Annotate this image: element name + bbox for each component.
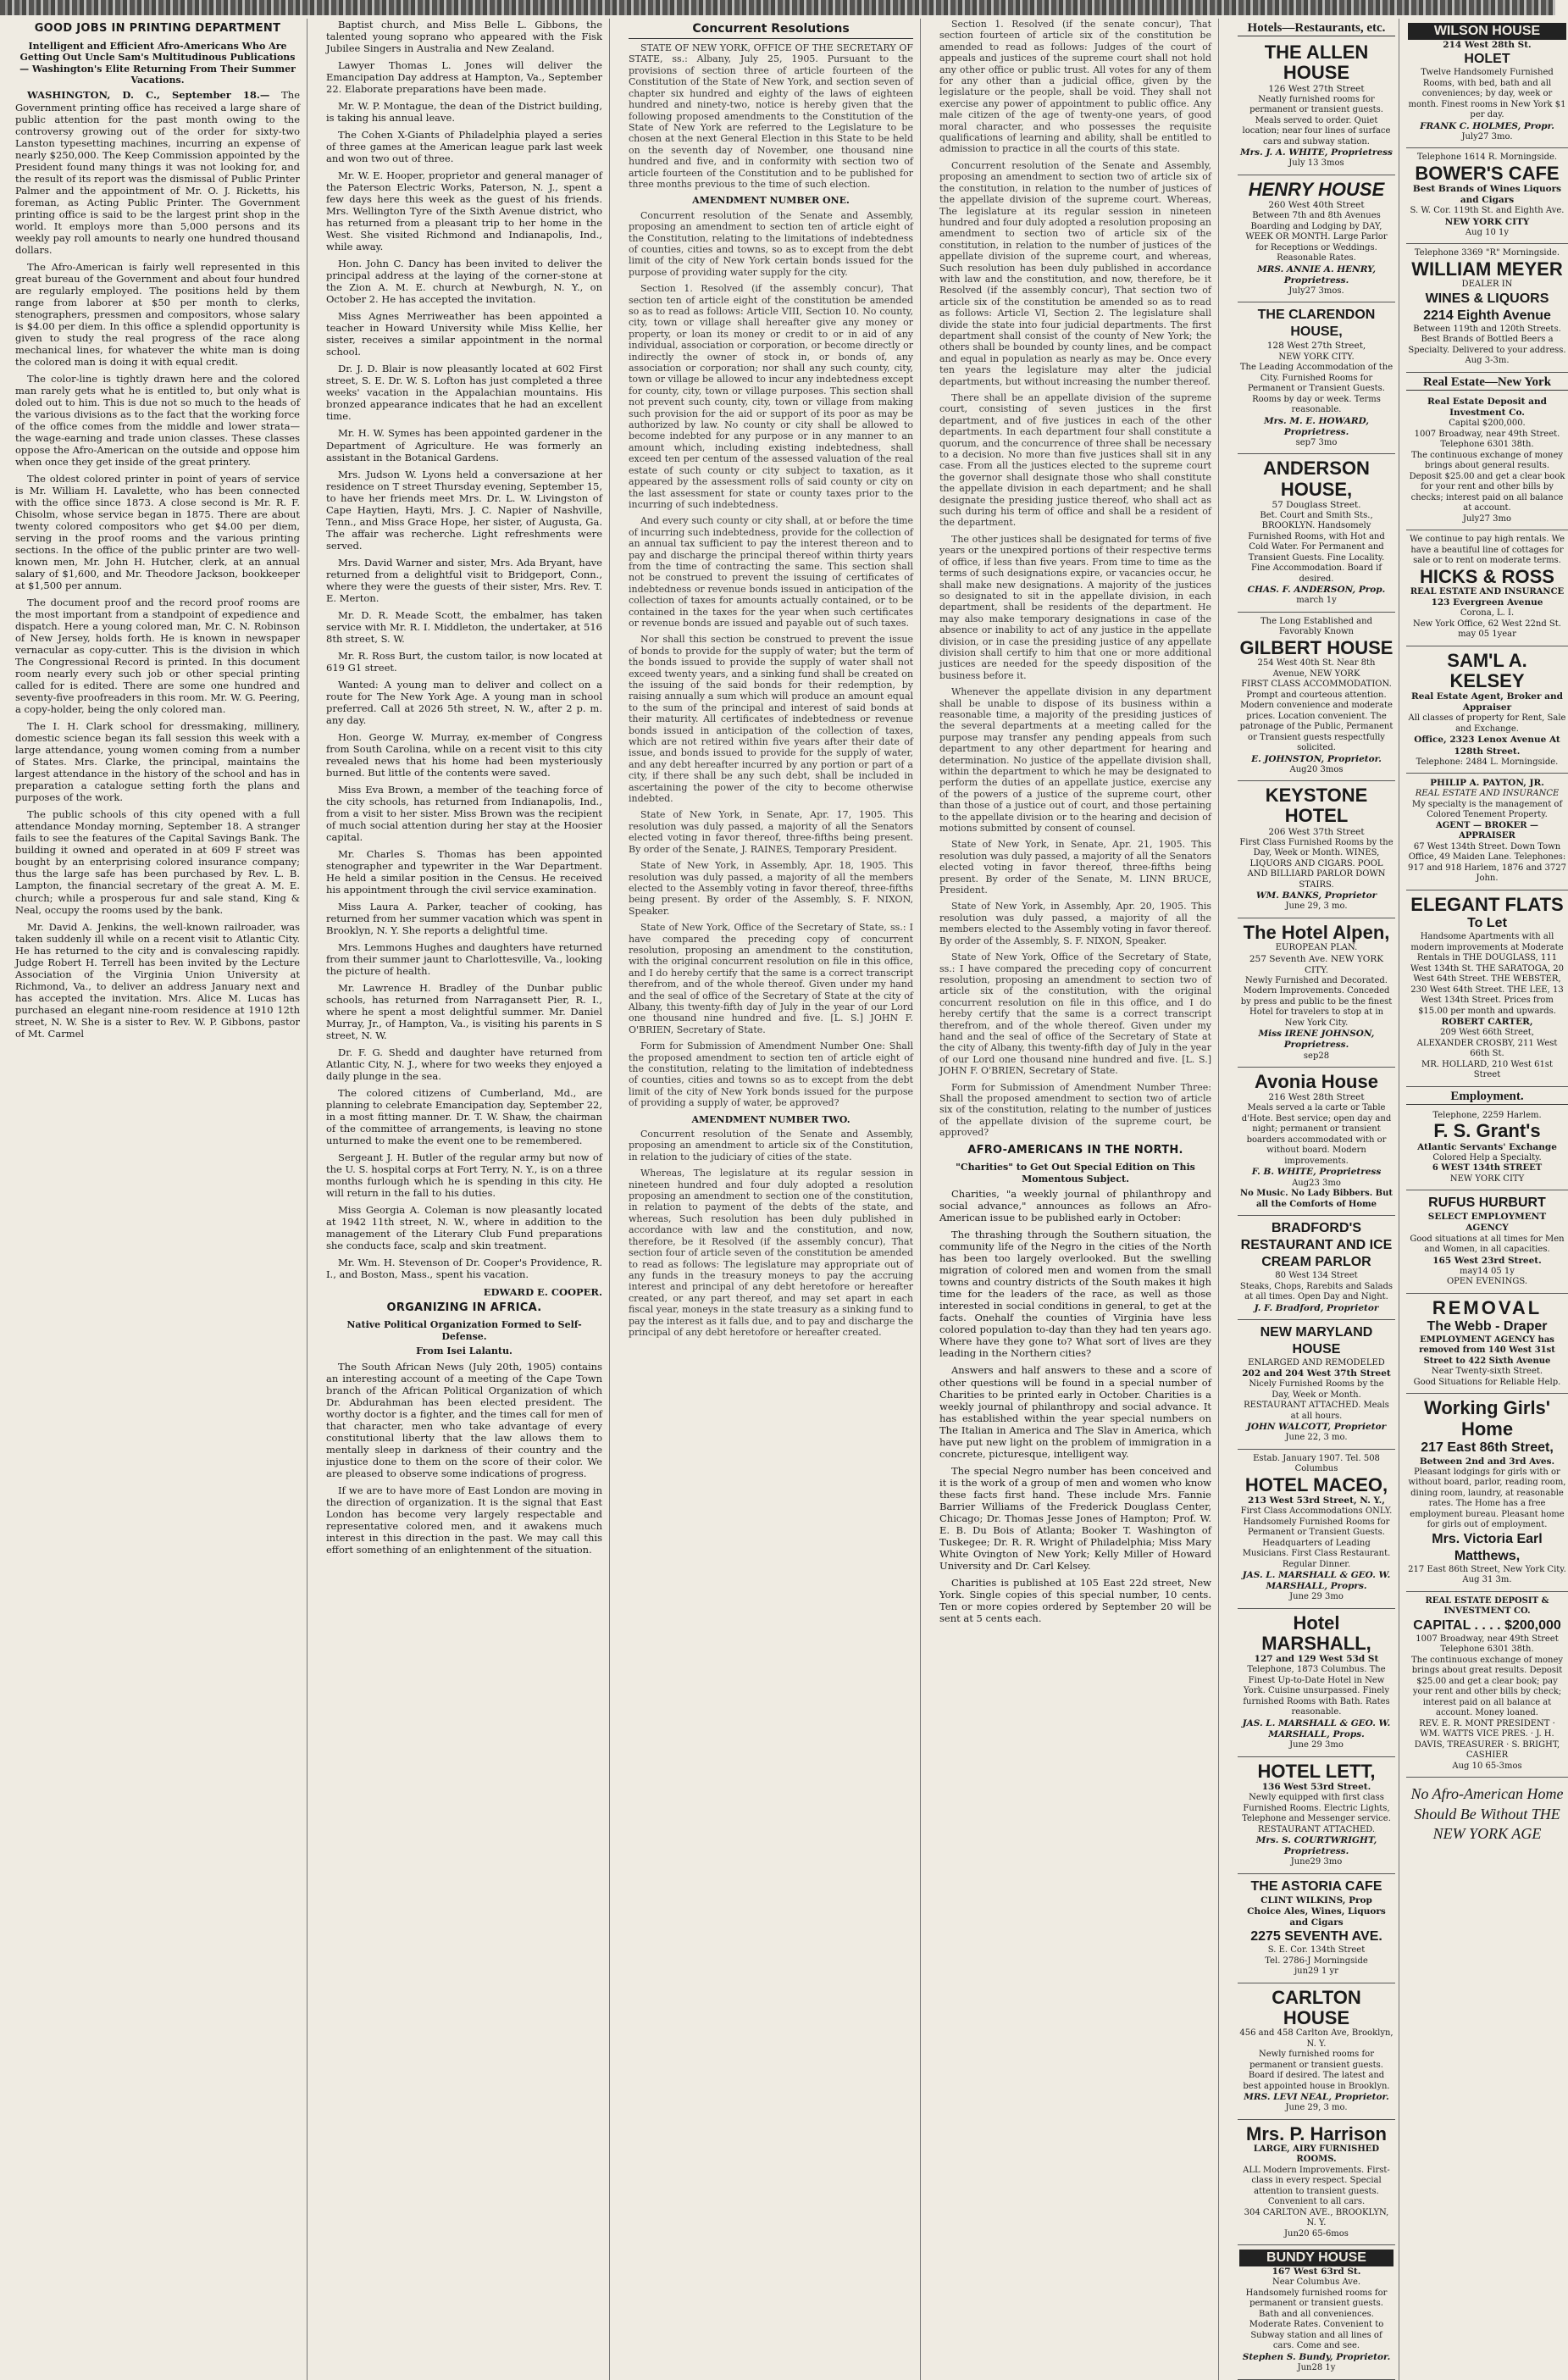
section-head-hotels: Hotels—Restaurants, etc.: [1238, 20, 1395, 36]
ad-subtitle: Atlantic Servants' Exchange: [1417, 1141, 1557, 1152]
ad-description: Neatly furnished rooms for permanent or transient guests. Meals served to order. Quiet location; near four lines of surface cars and subway station.: [1242, 94, 1391, 147]
ad-name: GILBERT HOUSE: [1239, 636, 1393, 658]
ad-corner: S. E. Cor. 134th Street: [1267, 1945, 1366, 1956]
ad-grants-exchange: [1406, 1107, 1568, 1190]
article-paragraph: Mr. Wm. H. Stevenson of Dr. Cooper's Providence, R. I., and Boston, Mass., spent his vacation.: [326, 1257, 602, 1281]
ad-date: Aug 3-3m.: [1465, 356, 1510, 365]
ad-agent-2: MR. HOLLARD, 210 West 61st Street: [1421, 1059, 1553, 1080]
ad-proprietor: Mrs. Victoria Earl Matthews,: [1432, 1531, 1543, 1563]
ad-hotel-maceo: [1238, 1450, 1395, 1609]
ad-subtitle: To Let: [1467, 916, 1507, 931]
article-paragraph: Miss Laura A. Parker, teacher of cooking, has returned from her summer vacation which was spent in Brooklyn, N. Y. She reports a delightful time.: [326, 901, 602, 937]
ad-clarendon-house: [1238, 302, 1395, 454]
article-paragraph: The special Negro number has been conceived and it is the work of a group of men and women who know these facts first hand. These include Mrs. Fannie Barrier Williams of the Frederick Douglass Center, Chicago; Dr. Thomas Jesse Jones of Hampton; Prof. W. E. B. Du Bois of Atlanta; Booker T. Washington of Tuskegee; Dr. R. R. Wright of Philadelphia; Miss Mary White Ovington of New York; Kelly Miller of Howard University and Dr. Carl Kelsey.: [939, 1464, 1211, 1572]
article-paragraph: Mrs. David Warner and sister, Mrs. Ada Bryant, have returned from a delightful visit to Bridgeport, Conn., where they were the guests of their sister, Mrs. Rev. T. E. Merton.: [326, 556, 602, 604]
article-paragraph: Sergeant J. H. Butler of the regular army but now of the U. S. hospital corps at Fort Terry, N. Y., is on a three months furlough which he is spending in this city. He will return in the fall to his duties.: [326, 1151, 602, 1200]
ad-bradfords-restaurant: [1238, 1216, 1395, 1320]
ad-name: CAPITAL . . . . $200,000: [1413, 1617, 1561, 1633]
ad-intro: We continue to pay high rentals. We have a beautiful line of cottages for sale or to rent on moderate terms.: [1409, 535, 1565, 566]
ad-proprietor: WM. BANKS, Proprietor: [1255, 890, 1377, 902]
ad-proprietor: CLINT WILKINS, Prop: [1260, 1895, 1372, 1906]
ad-telephone: Telephone 6301 38th.: [1440, 440, 1534, 450]
ad-address: 202 and 204 West 37th Street: [1242, 1368, 1391, 1379]
article-paragraph: Wanted: A young man to deliver and collect on a route for The New York Age. A young man in school preferred. Call at 2026 5th street, N. W., after 2 p. m. any day.: [326, 678, 602, 726]
ad-description: Handsomely furnished rooms for permanent or transient guests. Bath and all conveniences. Moderate Rates. Convenient to Subway station and all lines of cars. Come and see.: [1245, 2288, 1388, 2351]
ad-address: 216 West 28th Street: [1268, 1092, 1365, 1103]
ad-proprietor: CHAS. F. ANDERSON, Prop.: [1247, 585, 1386, 596]
ad-date: June 22, 3 mo.: [1285, 1433, 1348, 1443]
ad-telephone: Tel. 2786-J Morningside: [1265, 1956, 1368, 1966]
ad-date: June 29, 3 mo.: [1285, 2103, 1348, 2113]
ad-address: 2275 SEVENTH AVE.: [1250, 1929, 1382, 1944]
ad-name: BOWER'S CAFE: [1415, 162, 1560, 184]
ad-subtitle: The Webb - Draper: [1427, 1318, 1548, 1334]
ad-anderson-house: [1238, 454, 1395, 613]
ad-extra: OPEN EVENINGS.: [1446, 1277, 1528, 1287]
legal-paragraph: Concurrent resolution of the Senate and Assembly, proposing an amendment to section ten of article eight of the Constitution, relating to the limitations of indebtedness of counties, cities and towns, so as to except from the debt limit of the city of New York certain bonds issued for the purpose of providing water supply for the city.: [629, 209, 913, 278]
ad-name: BRADFORD'S RESTAURANT AND ICE CREAM PARLOR: [1240, 1221, 1393, 1270]
headline-afro-americans-north: AFRO-AMERICANS IN THE NORTH.: [967, 1143, 1183, 1157]
ad-description: ALL Modern Improvements. First-class in every respect. Special attention to transient guests. Convenient to all cars.: [1243, 2165, 1390, 2207]
ad-bowers-cafe: [1406, 148, 1568, 244]
legal-paragraph: State of New York, in Assembly, Apr. 20, 1905. This resolution was duly passed, a majority of all the members elected to the Assembly voting in favor thereof. By order of the Assembly, S. F. NIXON, Speaker.: [939, 901, 1211, 946]
ad-description: Good situations at all times for Men and Women, in all capacities.: [1410, 1234, 1565, 1255]
ad-subtitle: ENLARGED AND REMODELED: [1248, 1357, 1385, 1368]
ad-date: sep28: [1303, 1051, 1330, 1061]
ad-name: WILSON HOUSE: [1408, 23, 1566, 40]
ad-subtitle: Real Estate Agent, Broker and Appraiser: [1411, 691, 1563, 713]
article-paragraph: Mr. W. E. Hooper, proprietor and general manager of the Paterson Electric Works, Paterson, N. J., spent a few days here this week as the guest of his friends. Mrs. Wellington Tyre of the Sixth Avenue district, who has returned from a pleasant trip to her home in the West. She visited Richmond and Indianapolis, Ind., while away.: [326, 169, 602, 253]
ad-address: 6 WEST 134th STREET: [1432, 1163, 1543, 1173]
ad-address: 127 and 129 West 53d St: [1254, 1654, 1379, 1665]
article-signature: EDWARD E. COOPER.: [483, 1285, 602, 1298]
legal-paragraph: State of New York, Office of the Secretary of State, ss.: I have compared the preceding copy of concurrent resolution, proposing an amendment to the constitution, with the original concurrent resolution on file in this office, and I do hereby certify that the same is a correct transcript therefrom, and of the whole thereof. Given under my hand and the seal of office of the Secretary of State at the city of Albany, this twenty-fifth day of July in the year of our Lord one thousand nine hundred and five. [L. S.] JOHN F. O'BRIEN, Secretary of State.: [629, 922, 913, 1035]
ad-henry-house: [1238, 175, 1395, 303]
ad-hicks-ross: [1406, 530, 1568, 646]
article-paragraph: Mr. W. P. Montague, the dean of the District building, is taking his annual leave.: [326, 100, 602, 125]
ad-description: First Class Accommodations ONLY. Handsomely Furnished Rooms for Permanent or Transient Guests. Headquarters of Leading Musicians. First Class Restaurant. Regular Dinner.: [1240, 1506, 1393, 1569]
ad-address: 214 West 28th St.: [1443, 40, 1532, 50]
legal-paragraph: State of New York, in Assembly, Apr. 18, 1905. This resolution was duly passed, a majority of all the members elected to the Assembly voting in favor thereof, three-fifths being present. By order of the Assembly, S. F. NIXON, Speaker.: [629, 860, 913, 917]
ad-description: The continuous exchange of money brings about general results. Deposit $25.00 and get a clear book for your rent and other bills by checks; interest paid on all balance at account.: [1409, 450, 1565, 513]
legal-paragraph: There shall be an appellate division of the supreme court, consisting of seven justices in the first department, and of five justices in each of the other departments. In each department four shall constitute a quorum, and the concurrence of three shall be necessary to a decision. No more than five justices shall sit in any case. From all the justices elected to the supreme court the governor shall designate those who shall constitute the appellate division in each department; and he shall designate the presiding justice thereof, who shall act as such during his term of office and shall be a resident of the department.: [939, 392, 1211, 529]
ad-name: ANDERSON HOUSE,: [1263, 458, 1370, 500]
ad-proprietor: JAS. L. MARSHALL & GEO. W. MARSHALL, Props.: [1242, 1717, 1391, 1740]
article-paragraph: Dr. J. D. Blair is now pleasantly located at 602 First street, S. E. Dr. W. S. Lofton has just completed a three weeks' vacation in the Appalachian mountains. His bronzed appearance indicates that he had an excellent time.: [326, 363, 602, 423]
ad-date: Aug23 3mo: [1292, 1178, 1341, 1188]
ad-proprietor: MRS. LEVI NEAL, Proprietor.: [1244, 2092, 1389, 2103]
article-paragraph: Lawyer Thomas L. Jones will deliver the Emancipation Day address at Hampton, Va., September 22. Elaborate preparations have been made.: [326, 59, 602, 96]
ad-date: June 29 3mo: [1289, 1592, 1344, 1602]
ad-extra: Good Situations for Reliable Help.: [1413, 1377, 1561, 1387]
ad-hotel-alpen: [1238, 918, 1395, 1068]
ad-avonia-house: [1238, 1068, 1395, 1216]
ad-address: 128 West 27th Street,: [1266, 341, 1366, 352]
ad-date: July 13 3mos: [1288, 158, 1344, 169]
article-paragraph: Charities is published at 105 East 22d street, New York. Single copies of this special number, 10 cents. Ten or more copies ordered by September 20 will be sent at 5 cents each.: [939, 1576, 1211, 1624]
ad-telephone: Telephone, 2259 Harlem.: [1432, 1110, 1542, 1120]
ad-address: 2214 Eighth Avenue: [1423, 308, 1551, 323]
article-paragraph: Mr. David A. Jenkins, the well-known railroader, was taken suddenly ill while on a recent visit to Atlantic City. He has returned to the city and is convalescing rapidly. Judge Robert H. Terrell has been invited by the Lecture Association of the Virginia Union University at Richmond, Va., to deliver an address January next and has accepted the invitation. Mrs. Alice M. Lucas has purchased an elegant nine-room residence at 1910 12th street, N. W. She is a sister to Rev. W. P. Gibbons, pastor of Mt. Carmel: [15, 920, 300, 1040]
ad-description: Best Brands of Wines Liquors and Cigars: [1412, 183, 1562, 206]
ad-date: June29 3mo: [1290, 1857, 1343, 1867]
ad-elegant-flats: [1406, 890, 1568, 1087]
legal-paragraph: Concurrent resolution of the Senate and Assembly, proposing an amendment to article six of the Constitution, in relation to the judiciary of cities of the state.: [629, 1129, 913, 1162]
ad-telephone: Telephone 3369 "R" Morningside.: [1414, 248, 1560, 258]
ad-description: My specialty is the management of Colored Tenement Property.: [1411, 799, 1563, 820]
ad-address: 123 Evergreen Avenue: [1431, 597, 1543, 608]
ad-subtitle: REAL ESTATE AND INSURANCE: [1410, 586, 1565, 596]
ad-date: Jun20 65-6mos: [1284, 2228, 1349, 2239]
column-3: [629, 19, 921, 2380]
ad-description: FIRST CLASS ACCOMMODATION. Prompt and courteous attention. Modern convenience and moderate prices. Location convenient. The patronage of the Public, Permanent or Transient guests respectfully solicited.: [1239, 680, 1393, 753]
ad-telephone: Telephone 1614 R. Morningside.: [1416, 153, 1558, 163]
column-2: [326, 19, 610, 2380]
ad-name: Avonia House: [1255, 1071, 1378, 1093]
ad-proprietor: Miss IRENE JOHNSON, Proprietress.: [1258, 1029, 1375, 1051]
ad-name: THE ASTORIA CAFE: [1250, 1878, 1382, 1894]
ad-address: 260 West 40th Street: [1268, 200, 1365, 211]
ad-capital: Capital $200,000.: [1449, 419, 1526, 429]
ad-address: 209 West 66th Street,: [1439, 1028, 1535, 1038]
article-paragraph: Dr. F. G. Shedd and daughter have returned from Atlantic City, N. J., where for two weeks they enjoyed a daily plunge in the sea.: [326, 1046, 602, 1083]
ad-near: Near Twenty-sixth Street.: [1431, 1367, 1543, 1377]
ad-subtitle: REAL ESTATE AND INSURANCE: [1415, 789, 1560, 799]
article-paragraph: Mrs. Lemmons Hughes and daughters have returned from their summer jaunt to Charlottesville, Va., looking the picture of health.: [326, 941, 602, 978]
headline-concurrent-resolutions: Concurrent Resolutions: [629, 22, 913, 39]
ad-date: July27 3mo.: [1461, 131, 1513, 141]
column-1: [15, 19, 308, 2380]
ad-description: Telephone, 1873 Columbus. The Finest Up-to-Date Hotel in New York. Cuisine unsurpassed. Finely furnished Rooms with Bath. Rates reasonable.: [1243, 1665, 1390, 1717]
ad-allen-house: [1238, 38, 1395, 175]
ad-proprietor: JOHN WALCOTT, Proprietor: [1246, 1422, 1387, 1433]
ad-description: Handsome Apartments with all modern improvements at Moderate Rentals in THE DOUGLASS, 111 West 134th St. THE SARATOGA, 20 West 64th Street. THE WEBSTER, 230 West 64th Street. THE LEE, 13 West 134th Street. Prices from $15.00 per month and upwards.: [1410, 932, 1564, 1016]
legal-paragraph: Form for Submission of Amendment Number Three: Shall the proposed amendment to section two of article six of the constitution, relating to the number of justices of the appellate division of the supreme court, be approved?: [939, 1081, 1211, 1139]
ad-proprietor: JAS. L. MARSHALL & GEO. W. MARSHALL, Proprs.: [1242, 1570, 1391, 1592]
article-paragraph: Miss Eva Brown, a member of the teaching force of the city schools, has returned from Indianapolis, Ind., from a visit to her sister. Miss Brown was the recipient of much social attention during her stay at the Hoosier capital.: [326, 783, 602, 843]
ad-address: 206 West 37th Street: [1268, 826, 1365, 837]
article-paragraph: Mr. H. W. Symes has been appointed gardener in the Department of Agriculture. He was formerly an assistant in the Botanical Gardens.: [326, 427, 602, 463]
ad-date: Jun28 1y: [1297, 2363, 1336, 2373]
ad-heading: REAL ESTATE DEPOSIT & INVESTMENT CO.: [1425, 1595, 1549, 1617]
article-paragraph: Mr. Charles S. Thomas has been appointed stenographer and typewriter in the War Department. He held a similar position in the Census. He received his appointment through the civil service examination.: [326, 847, 602, 896]
subhead-organizing-africa: Native Political Organization Formed to Self-Defense.: [346, 1319, 582, 1342]
ad-address: 1007 Broadway, near 49th Street: [1416, 1634, 1559, 1644]
ad-name: ELEGANT FLATS: [1410, 893, 1564, 915]
ad-address: 254 West 40th St. Near 8th Avenue, NEW YORK: [1257, 658, 1376, 679]
legal-paragraph: Concurrent resolution of the Senate and Assembly, proposing an amendment to section two of article six of the constitution, in relation to the number of justices of the appellate division of the supreme court. Whereas, The legislature at its regular session in nineteen hundred and four duly adopted a resolution proposing an amendment to section two of article six of the constitution, in relation to the number of justices of the appellate division of the supreme court, and whereas, Such resolution has been duly published in accordance with law and the constitution, and now, therefore, be it Resolved (if the assembly concur), That section two of article six of the constitution be amended so as to read as follows: Article VI, Section 2. The legislature shall divide the state into four judicial departments. The first department shall consist of the county of New York; the others shall be bounded by county lines, and be compact and equal in population as nearly as may be. Once every ten years the legislature may alter the judicial departments, but without increasing the number thereof.: [939, 159, 1211, 387]
article-paragraph: The oldest colored printer in point of years of service is Mr. William H. Lavalette, who has been connected with the office since 1873. A close second is Mr. R. F. Chisolm, whose service began in 1875. There are about twenty colored compositors who get $4.00 per diem, serving in the proof rooms and the various printing sections. In the office of the public printer are two well-known men, Mr. John H. Hutcher, clerk, at an annual salary of $1,600, and Mr. Theodore Jackson, bookkeeper at $1,500 per annum.: [15, 472, 300, 592]
headline-organizing-africa: ORGANIZING IN AFRICA.: [386, 1301, 542, 1314]
legal-paragraph: The other justices shall be designated for terms of five years or the unexpired portions of their respective terms of office, if less than five years. From time to time as the terms of such designations expire, or vacancies occur, he shall make new designations. A majority of the justices so designated to sit in the appellate division, in each department, shall be residents of the department. He may also make temporary designations in case of the absence or inability to act of any justice in the appellate division, or in case the presiding justice of any appellate division shall certify to him that one or more additional justices are needed for the speedy disposition of the business before it.: [939, 533, 1211, 681]
ad-description: First Class Furnished Rooms by the Day, Week or Month. WINES, LIQUORS AND CIGARS. POOL AND BILLIARD PARLOR DOWN STAIRS.: [1239, 837, 1393, 890]
subhead-printing-department: Intelligent and Efficient Afro-Americans Who Are Getting Out Uncle Sam's Multitudinous Publications — Washington's Elite Returning From Their Summer Vacations.: [19, 40, 296, 86]
ad-date: may 05 1year: [1458, 630, 1516, 640]
legal-paragraph: State of New York, Office of the Secretary of State, ss.: I have compared the preceding copy of concurrent resolution, proposing an amendment to section two of article six of the constitution, with the original concurrent resolution on file in this office, and I do hereby certify that the same is a correct transcript therefrom, and of the whole thereof. Given under my hand and the seal of office of the Secretary of State at the city of Albany, this twenty-fifth day of July in the year of our Lord one thousand nine hundred and five. [L. S.] JOHN F. O'BRIEN, Secretary of State.: [939, 951, 1211, 1077]
ad-name: Mrs. P. Harrison: [1246, 2122, 1387, 2144]
ad-telephone: Telephone 6301 38th.: [1440, 1645, 1534, 1655]
ad-proprietor: Mrs. J. A. WHITE, Proprietress: [1240, 147, 1393, 158]
legal-paragraph: State of New York, in Senate, Apr. 21, 1905. This resolution was duly passed, a majority of all the Senators elected voting in favor thereof, three-fifths being present. By order of the Senate, M. LINN BRUCE, President.: [939, 839, 1211, 896]
ad-description: The Leading Accommodation of the City. Furnished Rooms for Permanent or Transient Guests. Rooms by day or week. Terms reasonable.: [1239, 363, 1393, 415]
legal-paragraph: Whenever the appellate division in any department shall be unable to dispose of its business within a reasonable time, a majority of the presiding justices of the several departments at a meeting called for the purpose may transfer any pending appeals from such department to any other department for hearing and determination. No justice of the appellate division shall, within the department to which he may be designated to perform the duties of an appellate justice, exercise any of the powers of a justice of the supreme court, other than those of a justice out of court, and those pertaining to the appellate division or to the hearing and decision of motions submitted by consent of counsel.: [939, 686, 1211, 835]
ad-dealer: DEALER IN: [1461, 280, 1513, 289]
ad-bundy-house: [1238, 2245, 1395, 2379]
section-head-employment: Employment.: [1406, 1089, 1568, 1105]
article-paragraph: Hon. John C. Dancy has been invited to deliver the principal address at the laying of the corner-stone at the Zion A. M. E. church at Newburgh, N. Y., on October 2. He has accepted the invitation.: [326, 258, 602, 306]
article-paragraph: The document proof and the record proof rooms are the most important from a standpoint of expedience and dispatch. Here a young colored man, Mr. C. N. Robinson of New Jersey, holds forth. He is known in newspaper vernacular as copy-cutter. This is the division in which The Congressional Record is printed. In this document room nearly every such job or other special printing called for is edited. There are some one hundred and seventy-five proofreaders in this room. Mr. W. G. Peering, a copy-holder, being the only colored man.: [15, 596, 300, 716]
ad-address: 165 West 23rd Street.: [1432, 1255, 1542, 1266]
ad-description: Best Brands of Bottled Beers a Specialty. Delivered to your address.: [1408, 335, 1566, 355]
article-paragraph: If we are to have more of East London are moving in the direction of organization. It is the signal that East London has become very largely respectable and representative colored men, and it awakens much interest in this direction in the past. We may call this effort something of an enlightenment of the situation.: [326, 1484, 602, 1556]
ad-gilbert-house: [1238, 613, 1395, 781]
amendment-heading: AMENDMENT NUMBER ONE.: [692, 195, 850, 207]
ad-city: NEW YORK CITY: [1444, 216, 1530, 227]
article-paragraph: Hon. George W. Murray, ex-member of Congress from South Carolina, while on a recent visit to this city revealed news that his home had been mysteriously burned. But little of the contents were saved.: [326, 730, 602, 779]
article-paragraph: Answers and half answers to these and a score of other questions will be found in a special number of Charities to be printed early in October. Charities is a weekly journal of philanthropy and social advance. It has established within the year special numbers on The Italian in America and The Slav in America, which have put new light on the problem of immigration in a concrete, picturesque, intelligent way.: [939, 1364, 1211, 1460]
ad-agent: AGENT — BROKER — APPRAISER: [1435, 820, 1539, 841]
ad-name: HICKS & ROSS: [1420, 565, 1554, 587]
ad-description: Newly furnished rooms for permanent or transient guests. Board if desired. The latest and best appointed house in Brooklyn.: [1243, 2050, 1390, 2091]
ad-capital-deposit: [1406, 1592, 1568, 1778]
ad-address: 136 West 53rd Street.: [1261, 1781, 1371, 1792]
ad-intro: The Long Established and Favorably Known: [1260, 616, 1372, 637]
ad-description: Boarding and Lodging by DAY, WEEK OR MONTH. Large Parlor for Receptions or Weddings. Reasonable Rates.: [1245, 221, 1388, 264]
ad-new-york-age-footer: No Afro-American Home Should Be Without THE NEW YORK AGE: [1410, 1785, 1564, 1843]
ad-name: REMOVAL: [1432, 1296, 1543, 1318]
ad-subtitle: SELECT EMPLOYMENT AGENCY: [1427, 1212, 1547, 1234]
ad-carlton-house: [1238, 1983, 1395, 2120]
ad-tagline: No Music. No Lady Bibbers. But all the Comforts of Home: [1240, 1189, 1393, 1209]
ad-address-2: Near Columbus Ave.: [1272, 2277, 1361, 2288]
article-paragraph: Baptist church, and Miss Belle L. Gibbons, the talented young soprano who appeared with the Fisk Jubilee Singers in Australia and New Zealand.: [326, 19, 602, 55]
article-paragraph: Mr. D. R. Meade Scott, the embalmer, has taken service with Mr. R. I. Middleton, the undertaker, at 516 8th street, S. W.: [326, 608, 602, 645]
ad-name: Real Estate Deposit and Investment Co.: [1427, 396, 1547, 418]
ad-date: sep7 3mo: [1295, 437, 1338, 447]
legal-paragraph: State of New York, in Senate, Apr. 17, 1905. This resolution was duly passed, a majority of all the Senators elected voting in favor thereof, three-fifths being present. By order of the Senate, J. RAINES, Temporary President.: [629, 809, 913, 855]
ad-description: Newly Furnished and Decorated. Modern Improvements. Conceded by press and public to be the finest Hotel for travelers to stop at in New York City.: [1240, 975, 1393, 1028]
ad-description: Newly equipped with first class Furnished Rooms. Electric Lights, Telephone and Messenger service. RESTAURANT ATTACHED.: [1242, 1793, 1391, 1834]
ad-officers: REV. E. R. MONT PRESIDENT · WM. WATTS VICE PRES. · J. H. DAVIS, TREASURER · S. BRIGHT, CASHIER: [1414, 1718, 1560, 1761]
ad-name: KEYSTONE HOTEL: [1265, 785, 1368, 827]
ad-hotel-marshall: [1238, 1609, 1395, 1757]
ad-date: Aug 31 3m.: [1462, 1575, 1512, 1585]
article-paragraph: WASHINGTON, D. C., September 18.— The Government printing office has received a large share of public attention for the past month owing to the controversy growing out of the order for sixty-two Lanston typesetting machines, incurring an expense of nearly $250,000. The Keep Commission appointed by the President found many things it was not looking for, and the result of its report was the dismissal of Public Printer Palmer and the appointment of Mr. O. J. Ricketts, his foreman, as Acting Public Printer. The Government printing office is said to be the largest print shop in the world. It employs more than 5,000 persons and its weekly pay roll amounts to nearly one hundred thousand dollars.: [15, 89, 301, 256]
ad-rufus-hurburt: [1406, 1190, 1568, 1293]
ad-astoria-cafe: [1238, 1874, 1395, 1983]
article-paragraph: The South African News (July 20th, 1905) contains an interesting account of a meeting of the Cape Town branch of the African Political Organization of which Dr. Abdurahman has been elected president. The worthy doctor is a fighter, and the times call for men of that character, men who take advantage of every constitutional liberty that the law allows them to mentally sleep in darkness of their country and the injustice done to them on the score of their color. We are pleased to observe some indications of progress.: [326, 1360, 602, 1479]
legal-paragraph: STATE OF NEW YORK, OFFICE OF THE SECRETARY OF STATE, ss.: Albany, July 25, 1905. Pursuant to the provisions of section three of article fourteen of the Constitution of the State of New York, and section seven of chapter six hundred and eighty of the laws of eighteen hundred and ninety-two, notice is hereby given that the following proposed amendments to the Constitution of the State of New York are referred to the Legislature to be chosen at the next General Election in this State to be held on the seventh day of November, one thousand nine hundred and five, and in conformity with section two of article fourteen of the Constitution and to be published for three months previous to the time of such election.: [629, 42, 913, 190]
ad-address: 167 West 63rd St.: [1272, 2266, 1361, 2277]
ad-address: 213 West 53rd Street, N. Y.,: [1248, 1495, 1385, 1506]
ad-date: Aug20 3mos: [1289, 764, 1344, 774]
ad-proprietor: J. F. Bradford, Proprietor: [1254, 1302, 1379, 1313]
ads-columns: [1238, 19, 1568, 2380]
ad-name: Working Girls' Home: [1423, 1397, 1551, 1440]
ad-description: EMPLOYMENT AGENCY has removed from 140 West 31st Street to 422 Sixth Avenue: [1419, 1334, 1555, 1366]
ad-description: Meals served a la carte or Table d'Hote. Best service; open day and night; permanent or transient boarders accommodated with or without board. Modern improvements.: [1241, 1103, 1392, 1166]
ad-date: may14 05 1y: [1460, 1266, 1515, 1276]
ad-keystone-hotel: [1238, 781, 1395, 918]
ad-description: Nicely Furnished Rooms by the Day, Week or Month. RESTAURANT ATTACHED. Meals at all hours.: [1244, 1379, 1389, 1421]
ad-name: THE ALLEN HOUSE: [1264, 42, 1369, 84]
ad-name: RUFUS HURBURT: [1428, 1196, 1546, 1211]
article-paragraph: Mr. R. Ross Burt, the custom tailor, is now located at 619 G1 street.: [326, 649, 602, 674]
article-paragraph: The I. H. Clark school for dressmaking, millinery, domestic science began its fall session this week with a large attendance, young women coming from a number of States. Mrs. Clarke, the principal, maintains the largest attendance in the history of the school and has in preparation a catalogue setting forth the plans and purposes of the work.: [15, 720, 300, 804]
ad-between: Between 2nd and 3rd Aves.: [1419, 1456, 1555, 1467]
ads-real-estate-employment: [1406, 19, 1568, 2380]
ad-proprietor: Mrs. M. E. HOWARD, Proprietress.: [1263, 415, 1370, 437]
ad-between: Between 119th and 120th Streets.: [1413, 324, 1561, 334]
ad-description: Twelve Handsomely Furnished Rooms, with bed, bath and all conveniences; by day, week or month. Finest rooms in New York $1 per day.: [1408, 68, 1566, 120]
article-paragraph: The Afro-American is fairly well represented in this great bureau of the Government and about four hundred are regularly employed. The positions held by them range from laborer at $50 per month to clerks, stenographers, pressmen and compositors, whose salary is $4.00 per diem. In this office a splendid opportunity is given to study the real progress of the race along mechanical lines, for whatever the white man is doing the colored man is doing it with equal credit.: [15, 260, 300, 368]
ad-description: Choice Ales, Wines, Liquors and Cigars: [1247, 1906, 1386, 1928]
ad-city: NEW YORK CITY.: [1278, 352, 1355, 362]
ad-address: 257 Seventh Ave. NEW YORK CITY.: [1249, 953, 1384, 975]
ad-name: SAM'L A. KELSEY: [1447, 649, 1527, 692]
ad-proprietor: F. B. WHITE, Proprietress: [1251, 1167, 1382, 1178]
ad-proprietor: ROBERT CARTER,: [1441, 1017, 1533, 1028]
subhead-afro-americans-north: "Charities" to Get Out Special Edition on This Momentous Subject.: [956, 1162, 1195, 1184]
ad-description: Colored Help a Specialty.: [1432, 1152, 1542, 1162]
ad-name: HENRY HOUSE: [1248, 178, 1385, 200]
ad-wilson-house: [1406, 19, 1568, 148]
article-paragraph: Miss Georgia A. Coleman is now pleasantly located at 1942 11th street, N. W., where in addition to the management of the Literary Club Fund preparations she conducts face, scalp and skin treatment.: [326, 1204, 602, 1252]
ad-address: S. W. Cor. 119th St. and Eighth Ave.: [1410, 206, 1565, 216]
ad-name: The Hotel Alpen,: [1243, 921, 1390, 943]
article-paragraph: The public schools of this city opened with a full attendance Monday morning, September 18. A stranger fails to see the features of the Capital Savings Bank. The building it owned and operated in at 609 F street was bought by an enterprising colored insurance company; thus the large safe has been purchased by Rev. L. B. Lampton, the financial secretary of the great A. M. E. church; while a prosperous fur and sale stand, King & Neal, occupy the rooms used by the bank.: [15, 808, 300, 916]
ad-description: The continuous exchange of money brings about great results. Deposit $25.00 and get a clear book; pay your rent and other bills by check; interest paid on all balance at account. Money loaned.: [1410, 1655, 1564, 1718]
ad-address: 67 West 134th Street. Down Town Office, 49 Maiden Lane. Telephones: 917 and 918 Harlem, 1876 and 3727 John.: [1408, 841, 1566, 884]
legal-paragraph: Form for Submission of Amendment Number One: Shall the proposed amendment to section ten of article eight of the constitution, relating to the limitation of indebtedness of counties, cities and towns so as to except from the debt limit of the city of New York bonds issued for the purpose of providing a supply of water, be approved?: [629, 1040, 913, 1109]
ad-telephone: Telephone: 2484 L. Morningside.: [1416, 757, 1559, 767]
ad-city: NEW YORK CITY: [1449, 1173, 1525, 1184]
ad-date: July27 3mo: [1462, 513, 1512, 524]
ad-name: THE CLARENDON HOUSE,: [1257, 308, 1376, 340]
ad-name: WILLIAM MEYER: [1411, 258, 1563, 280]
ad-proprietor: MRS. ANNIE A. HENRY, Proprietress.: [1257, 264, 1376, 286]
ad-proprietor: Stephen S. Bundy, Proprietor.: [1242, 2351, 1391, 2362]
ad-description: All classes of property for Rent, Sale and Exchange.: [1408, 713, 1566, 734]
ad-name: PHILIP A. PAYTON, JR.: [1430, 778, 1544, 789]
ad-address: 57 Douglass Street.: [1272, 499, 1361, 510]
ad-address: 1007 Broadway, near 49th Street.: [1414, 429, 1560, 439]
ad-address: 80 West 134 Street: [1275, 1271, 1358, 1281]
ad-address-2: 217 East 86th Street, New York City.: [1408, 1564, 1566, 1574]
ad-william-meyer: [1406, 244, 1568, 372]
ad-date: Aug 10 1y: [1465, 227, 1510, 237]
ad-description: Pleasant lodgings for girls with or without board, parlor, reading room, dining room, laundry, at reasonable rates. The Home has a free employment bureau. Pleasant home for girls out of employment.: [1408, 1467, 1566, 1530]
ad-removal-webb-draper: [1406, 1294, 1568, 1395]
ad-name: HOTEL MACEO,: [1244, 1473, 1388, 1495]
ad-address: Office, 2323 Lenox Avenue At 128th Street.: [1414, 735, 1560, 757]
ad-city: Corona, L. I.: [1460, 608, 1515, 619]
ad-plan: EUROPEAN PLAN.: [1275, 943, 1358, 953]
article-paragraph: The Cohen X-Giants of Philadelphia played a series of three games at the American league park last week and won two out of three.: [326, 129, 602, 165]
article-paragraph: Mr. Lawrence H. Bradley of the Dunbar public schools, has returned from Narragansett Pier, R. I., where he spent a most delightful summer. Mr. Daniel Murray, Jr., of Hampton, Va., is visiting his parents in S street, N. W.: [326, 982, 602, 1042]
ad-subtitle: WINES & LIQUORS: [1425, 291, 1549, 306]
ad-date: march 1y: [1296, 596, 1337, 606]
amendment-heading: AMENDMENT NUMBER TWO.: [691, 1113, 850, 1125]
legal-paragraph: Nor shall this section be construed to prevent the issue of bonds to provide for the supply of water; but the term of the bonds issued to provide the supply of water shall not exceed twenty years, and a sinking fund shall be created on the issuing of the said bonds for their redemption, by raising annually a sum which will produce an amount equal to the sum of the principal and interest of said bonds at their maturity. All certificates of indebtedness or revenue bonds issued in anticipation of the collection of taxes, which are not retired within five years after their date of issue, and bonds issued to provide for the supply of water, and any debt hereafter incurred by any portion or part of a city, if there shall be any such debt, shall be included in ascertaining the power of the city to become otherwise indebted.: [629, 634, 913, 805]
article-paragraph: Charities, "a weekly journal of philanthropy and social advance," announces as follows an Afro-American issue to be published early in October:: [939, 1188, 1211, 1224]
ad-name: HOTEL LETT,: [1257, 1760, 1376, 1782]
headline-printing-department: GOOD JOBS IN PRINTING DEPARTMENT: [34, 22, 281, 35]
article-paragraph: The color-line is tightly drawn here and the colored man rarely gets what he is entitled to, but only what is doled out to him. This is due not so much to the heads of the various divisions as to the fact that the working force of the office comes from the middle and lower strata—the wage-earning and trade union classes. These classes oppose the Afro-American on the outside and oppose him when once they get inside of the great printery.: [15, 372, 300, 468]
ads-hotels: [1238, 19, 1399, 2380]
legal-paragraph: Section 1. Resolved (if the senate concur), That section fourteen of article six of the constitution be amended to read as follows: Judges of the court of appeals and justices of the supreme court shall not hold any other office or public trust. All votes for any of them for any other than a judicial office, given by the legislature or the people, shall be void. They shall not exercise any power of appointment to public office. Any male citizen of the age of twenty-one years, of good moral character, and who possesses the requisite qualifications of learning and ability, shall be entitled to admission to practice in all the courts of this state.: [939, 19, 1211, 155]
ad-real-estate-deposit: [1406, 392, 1568, 530]
ad-address: 217 East 86th Street,: [1421, 1440, 1554, 1455]
ad-name: NEW MARYLAND HOUSE: [1260, 1324, 1373, 1356]
ad-hotel-lett: [1238, 1757, 1395, 1874]
ad-name: F. S. Grant's: [1433, 1120, 1541, 1142]
ad-agent: ALEXANDER CROSBY, 211 West 66th St.: [1416, 1038, 1558, 1059]
ad-new-maryland-house: [1238, 1320, 1395, 1450]
ad-address: 126 West 27th Street: [1268, 83, 1365, 94]
ad-address: 456 and 458 Carlton Ave, Brooklyn, N. Y.: [1239, 2028, 1393, 2049]
ad-philip-payton: [1406, 774, 1568, 890]
article-paragraph: The thrashing through the Southern situation, the community life of the Negro in the cities of the North has been too largely overlooked. But the swelling migration of colored men and women from the small towns and country districts of the South makes it high time for the leaders of the race, as well as those interested in social conditions in general, to get at the facts. Onehalf the counties of Virginia have less colored population to-day than they had ten years ago. Where have they gone to? What sort of lives are they leading in the Northern cities?: [939, 1229, 1211, 1360]
ad-description: Bet. Court and Smith Sts., BROOKLYN. Handsomely Furnished Rooms, with Hot and Cold Water. For Permanent and Transient Guests. Fine Locality. Fine Accommodation. Board if desired.: [1248, 510, 1385, 584]
byline: From Isei Lalantu.: [416, 1345, 513, 1357]
ad-date: June 29 3mo: [1289, 1740, 1344, 1750]
ad-working-girls-home: [1406, 1394, 1568, 1592]
legal-paragraph: Section 1. Resolved (if the assembly concur), That section ten of article eight of the constitution be amended so as to read as follows: Article VIII, Section 10. No county, city, town or village shall hereafter give any money or property, or loan its money or credit to or in aid of any individual, association or corporation, or become directly or indirectly the owner of stock in, or bonds of, any association or corporation; nor shall any such county, city, town or village be allowed to incur any indebtedness except for county, city, town or village purposes. This section shall not prevent such county, city, town or village from making such provision for the aid or support of its poor as may be authorized by law. No county or city shall be allowed to become indebted for any purpose or in any manner to an amount which, including existing indebtedness, shall exceed ten per centum of the assessed valuation of the real estate of such county or city subject to taxation, as it appeared by the assessment rolls of said county or city on the last assessment for state or county taxes prior to the incurring of such indebtedness.: [629, 283, 913, 510]
ad-address-2: New York Office, 62 West 22nd St.: [1413, 619, 1561, 629]
ad-proprietor: Mrs. S. COURTWRIGHT, Proprietress.: [1255, 1835, 1377, 1857]
dateline: WASHINGTON, D. C., September 18.—: [27, 89, 270, 102]
article-paragraph: The colored citizens of Cumberland, Md., are planning to celebrate Emancipation day, September 22, in a most fitting manner. Dr. T. W. Shaw, the chairman of the committee of arrangements, is leaving no stone unturned to make the event one to be remembered.: [326, 1087, 602, 1147]
ad-date: June 29, 3 mo.: [1285, 902, 1348, 912]
ad-date: July27 3mos.: [1288, 286, 1344, 296]
ad-proprietor: FRANK C. HOLMES, Propr.: [1420, 120, 1554, 131]
ad-subtitle: HOLET: [1464, 52, 1510, 67]
article-paragraph: Mrs. Judson W. Lyons held a conversazione at her residence on T street Thursday evening, September 15, to have her friends meet Mrs. Dr. L. W. Livingston of Cape Haytien, Hayti, Mrs. J. C. Napier of Nashville, Tenn., and Miss Grace Hope, her sister, of Augusta, Ga. The affair was recherche. Light refreshments were served.: [326, 468, 602, 552]
ad-name: Hotel MARSHALL,: [1261, 1612, 1371, 1655]
ad-address-2: Between 7th and 8th Avenues: [1252, 211, 1381, 221]
ad-name: BUNDY HOUSE: [1239, 2250, 1393, 2266]
ad-date: jun29 1 yr: [1294, 1967, 1338, 1977]
ad-address: 304 CARLTON AVE., BROOKLYN, N. Y.: [1244, 2207, 1389, 2228]
legal-paragraph: And every such county or city shall, at or before the time of incurring such indebtedness, provide for the collection of an annual tax sufficient to pay the interest thereon and to pay and discharge the principal thereof within thirty years from the time of contracting the same. This section shall not be construed to prevent the issuing of certificates of indebtedness or revenue bonds issued in anticipation of the collection of taxes for amounts actually contained, or to be contained in the taxes for the year when such certificates or revenue bonds are issued and payable out of such taxes.: [629, 515, 913, 629]
ad-samuel-kelsey: [1406, 646, 1568, 774]
ad-name: CARLTON HOUSE: [1272, 1986, 1361, 2028]
ad-mrs-harrison: [1238, 2120, 1395, 2246]
legal-paragraph: Whereas, The legislature at its regular session in nineteen hundred and four duly adopted a resolution proposing an amendment to section one of the constitution, in relation to payment of the debts of the state, and whereas, Such resolution has been duly published in accordance with law and the constitution, and now, therefore, be it Resolved (if the assembly concur), That section four of article seven of the constitution be amended to read as follows: The legislature may appropriate out of any funds in the treasury moneys to pay the accruing interest and principal of any debt heretofore or hereafter created, or any part thereof, and may set apart in each fiscal year, moneys in the state treasury as a sinking fund to pay the interest as it falls due, and to pay and discharge the principal of any debt heretofore or hereafter created.: [629, 1168, 913, 1338]
ad-established: Estab. January 1907. Tel. 508 Columbus: [1253, 1453, 1380, 1474]
column-4: [939, 19, 1219, 2380]
ad-proprietor: E. JOHNSTON, Proprietor.: [1251, 753, 1382, 764]
ad-date: Aug 10 65-3mos: [1452, 1761, 1522, 1771]
section-head-real-estate: Real Estate—New York: [1406, 374, 1568, 391]
ad-description: Steaks, Chops, Rarebits and Salads at all times. Open Day and Night.: [1239, 1281, 1393, 1302]
ad-subtitle: LARGE, AIRY FURNISHED ROOMS.: [1253, 2144, 1380, 2165]
article-paragraph: Miss Agnes Merriweather has been appointed a teacher in Howard University while Miss Kellie, her sister, receives a similar appointment in the normal school.: [326, 310, 602, 358]
